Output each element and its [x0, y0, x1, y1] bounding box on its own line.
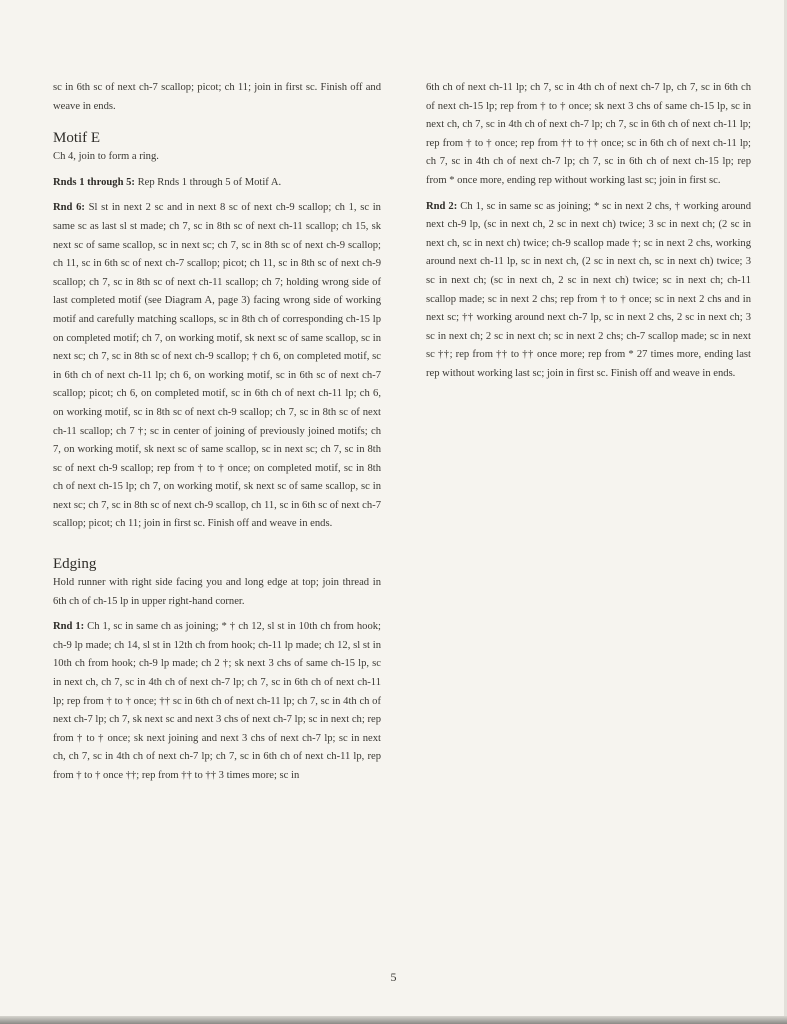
round-text: Rep Rnds 1 through 5 of Motif A. — [134, 176, 282, 188]
page-number: 5 — [390, 970, 397, 984]
round-text: Ch 1, sc in same sc as joining; * sc in next 2 chs, † working around next ch-9 lp, (sc in next ch, 2 sc in next ch) twice; 3 sc in next ch; (2 sc in next ch, sc in next ch) twice; ch-9 scallop made †; sc in next 2 chs, working around next ch-11 lp, sc in next ch, (2 sc in next ch, sc in next ch) twice; 3 sc in next ch; (sc in next ch, 2 sc in next ch) twice; sc in next ch; ch-11 scallop made; sc in next 2 chs; rep from † to † once; sc in next 2 chs and in next sc; †† working around next ch-7 lp, sc in next 2 chs, 2 sc in next ch; 3 sc in next ch; 2 sc in next ch; sc in next 2 chs; ch-7 scallop made; sc in next sc ††; rep from †† to †† once more; rep from * 27 times more, ending last rep without working last sc; join in first sc. Finish off and weave in ends. — [426, 200, 751, 379]
paragraph-rnd-6 — [53, 199, 381, 534]
round-label: Rnd 2: — [426, 200, 458, 212]
paragraph-edging-intro: Hold runner with right side facing you and long edge at top; join thread in 6th ch of ch-15 lp in upper right-hand corner. — [53, 577, 381, 607]
round-label: Rnds 1 through 5: — [53, 176, 135, 188]
scan-shadow — [0, 1016, 787, 1024]
paragraph-continuation: 6th ch of next ch-11 lp; ch 7, sc in 4th ch of next ch-7 lp, ch 7, sc in 6th ch of next ch-15 lp; rep from † to † once; sk next 3 chs of same ch-15 lp, sc in next ch, ch 7, sc in 4th ch of next ch-7 lp; ch 7, sc in 6th ch of next ch-11 lp; rep from † to † once; rep from †† to †† once; sc in 6th ch of next ch-11 lp; ch 7, sc in 4th ch of next ch-7 lp; ch 7, sc in 6th ch of next ch-15 lp; rep from * once more, ending rep without working last sc; join in first sc. — [426, 82, 751, 186]
heading-motif-e: Motif E — [53, 130, 101, 147]
round-text: Sl st in next 2 sc and in next 8 sc of next ch-9 scallop; ch 1, sc in same sc as last sl st made; ch 7, sc in 8th sc of next ch-11 scallop; ch 15, sk next sc of same scallop, sc in next sc; ch 7, sc in 8th sc of next ch-9 scallop; ch 11, sc in 6th sc of next ch-7 scallop; picot; ch 11, sc in 8th sc of next ch-9 scallop; ch 7, sc in 8th sc of next ch-11 scallop; ch 7; holding wrong side of last completed motif (see Diagram A, page 3) facing wrong side of working motif and carefully matching scallops, sc in 8th ch of corresponding ch-15 lp on completed motif; ch 7, on working motif, sk next sc of same scallop, sc in next sc; ch 7, sc in 8th sc of next ch-9 scallop; † ch 6, on completed motif, sc in 6th ch of next ch-11 lp; ch 6, on working motif, sc in 6th sc of next ch-7 scallop; picot; ch 6, on completed motif, sc in 6th ch of next ch-11 lp; ch 6, on working motif, sc in 8th sc of next ch-9 scallop; ch 7, sc in 8th sc of next ch-11 scallop; ch 7 †; sc in center of joining of previously joined motifs; ch 7, on working motif, sk next sc of same scallop, sc in next sc; ch 7, sc in 8th sc of next ch-9 scallop; rep from † to † once; on completed motif, sc in 8th ch of next ch-15 lp; ch 7, on working motif, sk next sc of same scallop, sc in next sc; ch 7, sc in 8th sc of next ch-9 scallop, ch 11, sc in 6th sc of next ch-7 scallop; picot; ch 11; join in first sc. Finish off and weave in ends. — [53, 202, 381, 530]
heading-edging: Edging — [53, 556, 97, 573]
round-label: Rnd 6: — [53, 202, 85, 214]
paragraph-rnd-1 — [53, 618, 381, 785]
paragraph-intro: sc in 6th sc of next ch-7 scallop; picot; ch 11; join in first sc. Finish off and weave in ends. — [53, 82, 381, 112]
round-label: Rnd 1: — [53, 621, 85, 633]
round-text: Ch 1, sc in same ch as joining; * † ch 12, sl st in 10th ch from hook; ch-9 lp made; ch 14, sl st in 12th ch from hook; ch-11 lp made; ch 12, sl st in 10th ch from hook; ch-9 lp made; ch 2 †; sk next 3 chs of same ch-15 lp, sc in next ch, ch 7, sc in 4th ch of next ch-7 lp; ch 7, sc in 6th ch of next ch-11 lp; rep from † to † once; †† sc in 6th ch of next ch-11 lp; ch 7, sc in 4th ch of next ch-7 lp; ch 7, sk next sc and next 3 chs of next ch-7 lp; sc in next ch; rep from † to † once; sk next joining and next 3 chs of next ch-7 lp; sc in next ch, ch 7, sc in 4th ch of next ch-7 lp; ch 7, sc in 6th ch of next ch-11 lp, rep from † to † once ††; rep from †† to †† 3 times more; sc in — [53, 621, 381, 781]
paragraph-rnds-1-5 — [53, 174, 381, 193]
paragraph-motif-e-intro: Ch 4, join to form a ring. — [53, 151, 159, 163]
right-column — [426, 79, 751, 384]
paragraph-rnd-2 — [426, 198, 751, 384]
left-column — [53, 79, 381, 786]
